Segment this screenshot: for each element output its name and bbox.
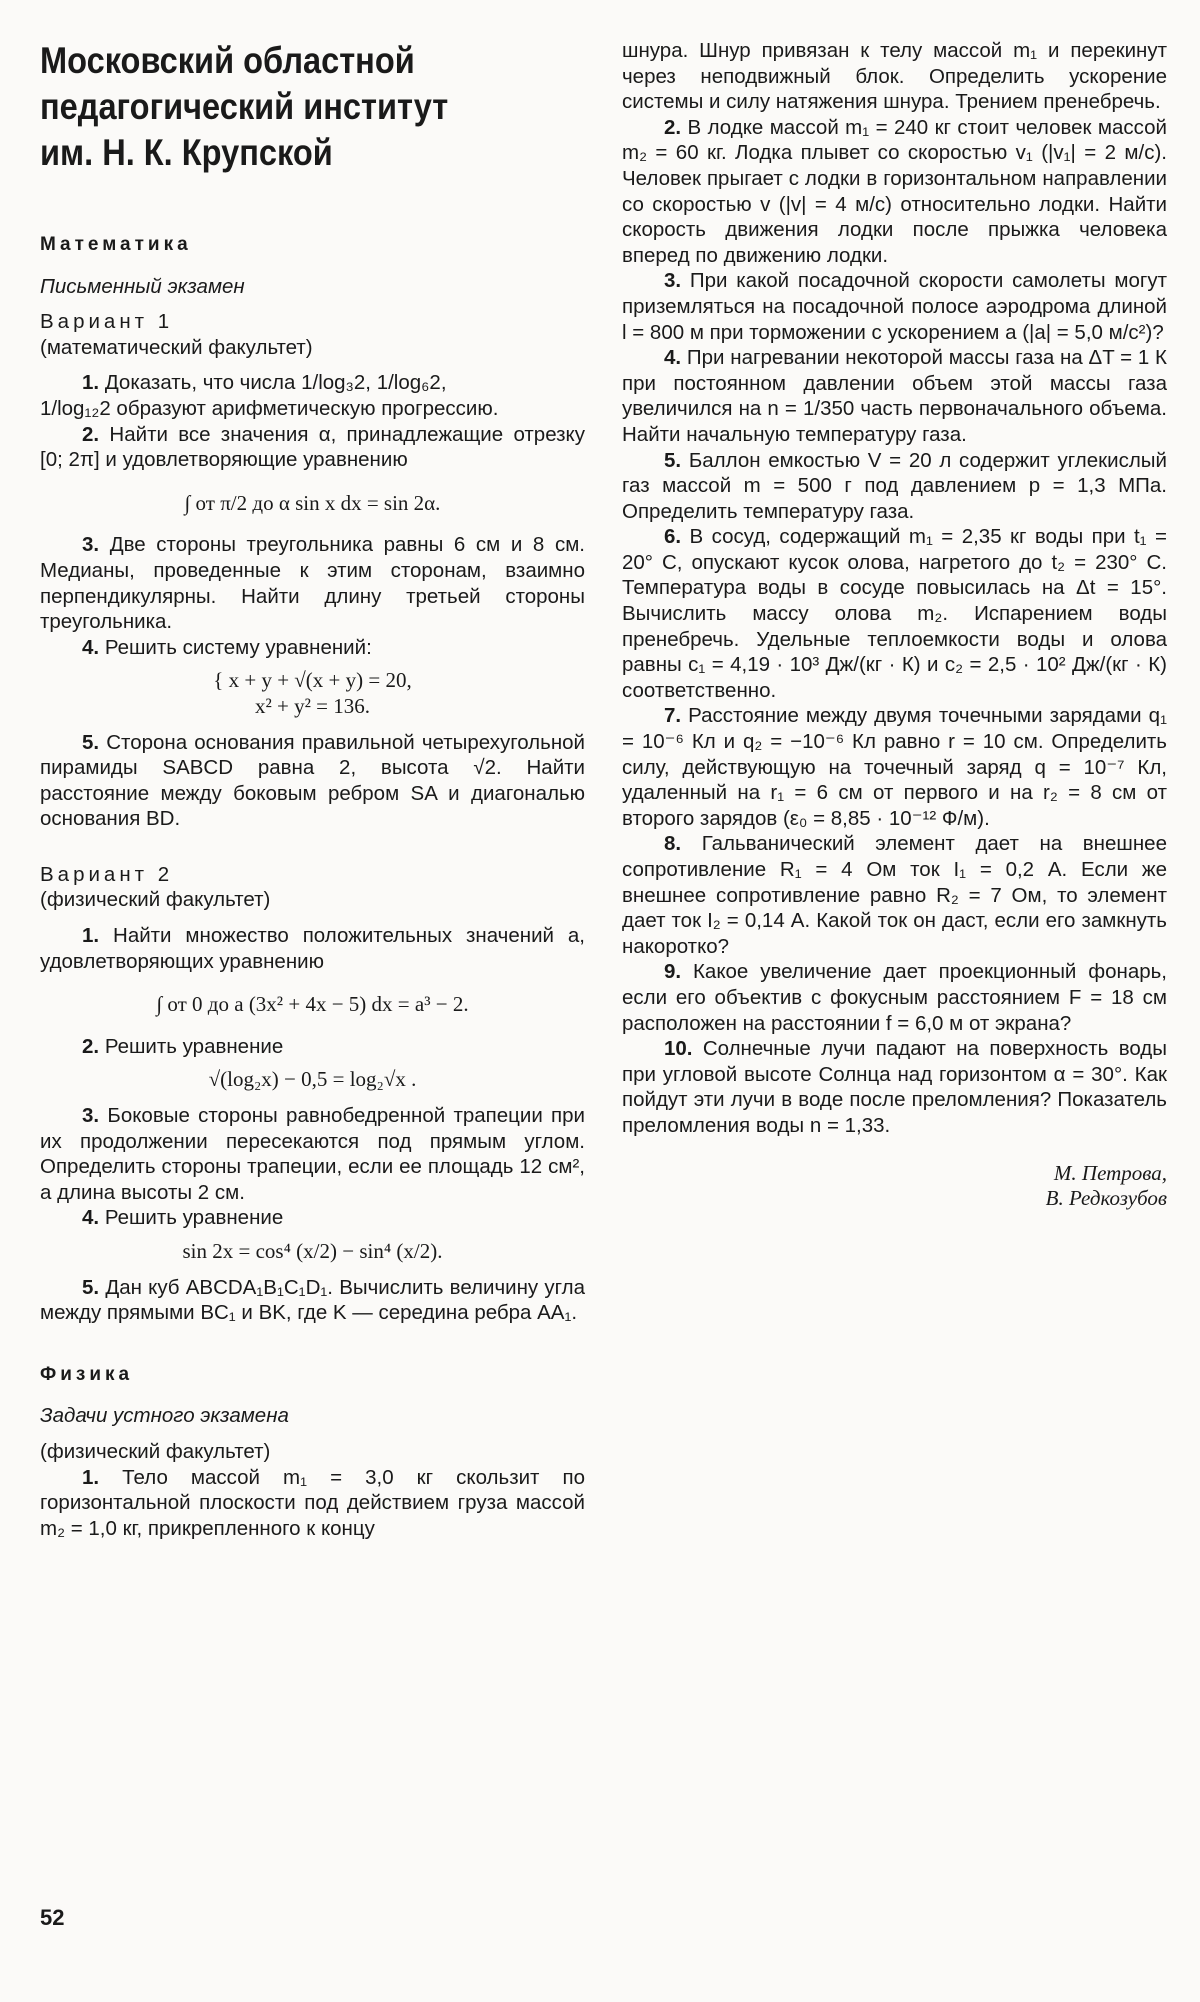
problem-number: 5. (82, 1275, 100, 1299)
problem (40, 635, 585, 661)
problem-number: 1. (82, 1465, 100, 1489)
problem-number: 7. (664, 704, 682, 728)
physics-faculty: (физический факультет) (40, 1439, 271, 1463)
problem-number: 5. (664, 448, 682, 472)
problem (40, 730, 585, 832)
problem-text: В сосуд, содержащий m₁ = 2,35 кг воды при t₁ = 20° С, опускают кусок олова, нагретого до t₂ = 230° С. Температура воды в сосуде повысилась на Δt = 15°. Вычислить массу олова m₂. Испарением воды пренебречь. Удельные теплоемкости воды и олова равны c₁ = 4,19 · 10³ Дж/(кг · К) и c₂ = 2,5 · 10² Дж/(кг · К) соответственно. (622, 525, 1167, 702)
page-number: 52 (40, 1905, 65, 1930)
variant-faculty: (физический факультет) (40, 888, 271, 912)
problem (40, 1465, 585, 1542)
exam-type: Письменный экзамен (40, 274, 245, 298)
problem-number: 4. (82, 1206, 100, 1230)
problem-text: Решить уравнение (104, 1206, 284, 1230)
problem-continuation: 1/log₁₂2 образуют арифметическую прогрессию. (40, 396, 499, 420)
section-heading-physics: Физика (40, 1363, 134, 1385)
formula: sin 2x = cos⁴ (x/2) − sin⁴ (x/2). (182, 1239, 443, 1263)
problem (40, 1103, 585, 1205)
problem-text: Доказать, что числа 1/log₃2, 1/log₆2, (104, 371, 447, 395)
left-column (40, 38, 585, 1541)
problem-number: 2. (82, 1034, 100, 1058)
problem (40, 532, 585, 634)
problem-text: Две стороны треугольника равны 6 см и 8 см. Медианы, проведенные к этим сторонам, взаимно перпендикулярны. Найти длину третьей стороны треугольника. (40, 533, 585, 634)
problem-continuation: шнура. Шнур привязан к телу массой m₁ и перекинут через неподвижный блок. Определить ускорение системы и силу натяжения шнура. Трением пренебречь. (622, 39, 1167, 114)
problem-text: При нагревании некоторой массы газа на ΔT = 1 К при постоянном давлении объем этой массы газа увеличился на n = 1/350 часть первоначального объема. Найти начальную температуру газа. (622, 346, 1167, 446)
right-column (622, 38, 1167, 1212)
problem (40, 370, 585, 396)
problem-number: 5. (82, 730, 100, 754)
problem-text: Дан куб ABCDA₁B₁C₁D₁. Вычислить величину угла между прямыми BC₁ и BK, где K — середина ребра AA₁. (40, 1275, 585, 1325)
problem-text: Баллон емкостью V = 20 л содержит углекислый газ массой m = 500 г под давлением p = 1,3 МПа. Определить температуру газа. (622, 448, 1167, 523)
formula: √(log₂x) − 0,5 = log₂√x . (208, 1067, 417, 1092)
problem (622, 115, 1167, 269)
problem-number: 3. (664, 269, 682, 293)
problem-text: Решить уравнение (104, 1034, 284, 1058)
problem (622, 524, 1167, 703)
variant-label: Вариант 2 (40, 862, 174, 886)
formula-line: { x + y + √(x + y) = 20, (213, 668, 412, 693)
variant-label: Вариант 1 (40, 310, 174, 334)
problem-number: 3. (82, 1104, 100, 1128)
problem-text: В лодке массой m₁ = 240 кг стоит человек массой m₂ = 60 кг. Лодка плывет со скоростью v₁ (|v₁| = 2 м/с). Человек прыгает с лодки в горизонтальном направлении со скоростью v (|v| = 4 м/с) относительно лодки. Найти скорость движения лодки после прыжка человека вперед по движению лодки. (622, 115, 1167, 267)
problem-text: Найти все значения α, принадлежащие отрезку [0; 2π] и удовлетворяющие уравнению (40, 422, 585, 472)
problem-number: 1. (82, 924, 100, 948)
problem-number: 6. (664, 525, 682, 549)
problem-number: 4. (82, 635, 100, 659)
problem (622, 448, 1167, 525)
exam-type: Задачи устного экзамена (40, 1404, 289, 1428)
problem-text: Найти множество положительных значений a, удовлетворяющих уравнению (40, 924, 585, 973)
problem (622, 1036, 1167, 1138)
problem-number: 9. (664, 960, 682, 984)
title-line: им. Н. К. Крупской (40, 132, 333, 173)
page-title (40, 38, 568, 176)
problem (40, 1205, 585, 1231)
problem (622, 703, 1167, 831)
title-line: педагогический институт (40, 86, 449, 127)
problem (40, 1034, 585, 1060)
problem-text: Боковые стороны равнобедренной трапеции при их продолжении пересекаются под прямым углом. Определить стороны трапеции, если ее площадь 12 см², а длина высоты 2 см. (40, 1104, 585, 1204)
problem (622, 345, 1167, 447)
problem (40, 422, 585, 473)
title-line: Московский областной (40, 40, 415, 81)
problem-text: Сторона основания правильной четырехугольной пирамиды SABCD равна 2, высота √2. Найти расстояние между боковым ребром SA и диагональю основания BD. (40, 730, 586, 831)
problem-text: Решить систему уравнений: (104, 635, 372, 659)
section-heading-math: Математика (40, 234, 192, 255)
authors (622, 1161, 1167, 1212)
formula-line: x² + y² = 136. (254, 693, 371, 718)
problem (622, 268, 1167, 345)
problem-text: Расстояние между двумя точечными зарядами q₁ = 10⁻⁶ Кл и q₂ = −10⁻⁶ Кл равно r = 10 см. Определить силу, действующую на точечный заряд q = 10⁻⁷ Кл, удаленный на r₁ = 6 см от первого и на r₂ = 8 см от второго зарядов (ε₀ = 8,85 · 10⁻¹² Ф/м). (622, 704, 1167, 830)
problem-number: 8. (664, 832, 682, 856)
problem-number: 2. (664, 115, 682, 139)
formula-system (40, 668, 585, 719)
variant-faculty: (математический факультет) (40, 335, 313, 359)
problem-number: 4. (664, 346, 682, 370)
problem-number: 2. (82, 422, 100, 446)
problem (40, 923, 585, 974)
problem-text: Солнечные лучи падают на поверхность воды при угловой высоте Солнца над горизонтом α = 30°. Как пойдут эти лучи в воде после преломления? Показатель преломления воды n = 1,33. (622, 1037, 1167, 1137)
problem (40, 1275, 585, 1326)
problem-text: Тело массой m₁ = 3,0 кг скользит по горизонтальной плоскости под действием груза массой m₂ = 1,0 кг, прикрепленного к концу (40, 1465, 585, 1540)
author-name: М. Петрова, (1053, 1160, 1167, 1185)
problem-number: 10. (664, 1037, 693, 1061)
problem-number: 1. (82, 371, 100, 395)
problem-text: При какой посадочной скорости самолеты могут приземляться на посадочной полосе аэродрома длиной l = 800 м при торможении с ускорением a (|a| = 5,0 м/с²)? (622, 269, 1167, 344)
problem (622, 959, 1167, 1036)
problem-text: Какое увеличение дает проекционный фонарь, если его объектив с фокусным расстоянием F = 18 см расположен на расстоянии f = 6,0 м от экрана? (622, 960, 1168, 1035)
formula: ∫ от π/2 до α sin x dx = sin 2α. (184, 490, 441, 515)
author-name: В. Редкозубов (1045, 1186, 1167, 1211)
formula: ∫ от 0 до a (3x² + 4x − 5) dx = a³ − 2. (156, 992, 469, 1017)
problem-number: 3. (82, 533, 100, 557)
problem (622, 831, 1167, 959)
problem-text: Гальванический элемент дает на внешнее сопротивление R₁ = 4 Ом ток I₁ = 0,2 А. Если же внешнее сопротивление равно R₂ = 7 Ом, то элемент дает ток I₂ = 0,14 А. Какой ток он даст, если его замкнуть накоротко? (622, 832, 1167, 958)
